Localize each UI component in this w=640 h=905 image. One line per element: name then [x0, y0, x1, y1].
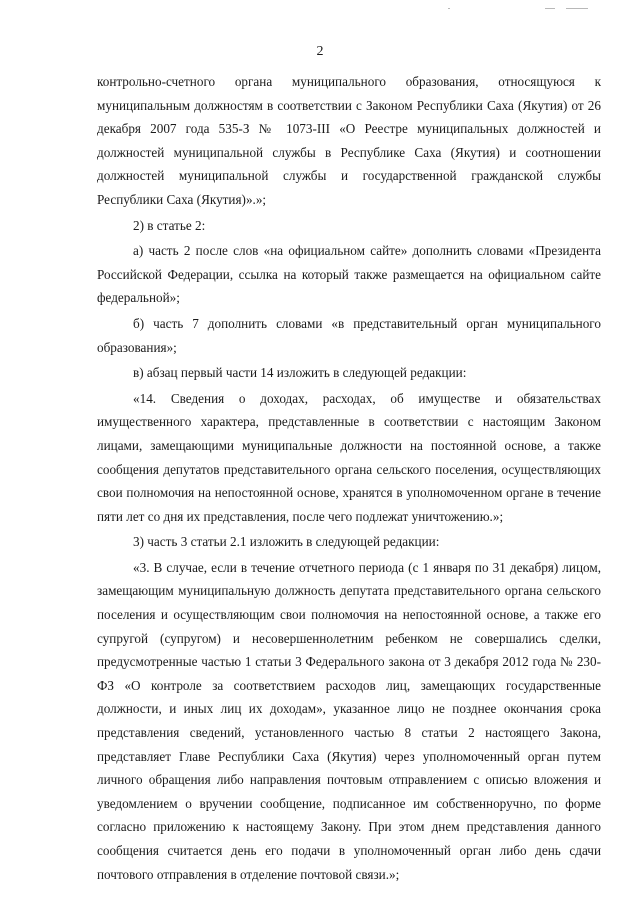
paragraph-5: в) абзац первый части 14 изложить в следующей редакции:	[133, 365, 467, 381]
scan-artifact	[448, 8, 450, 9]
scan-artifact	[545, 8, 555, 9]
paragraph-4: б) часть 7 дополнить словами «в представительный орган муниципального образования»;	[97, 315, 601, 355]
document-body	[97, 70, 601, 886]
page-number: 2	[316, 44, 324, 59]
paragraph-6: «14. Сведения о доходах, расходах, об имуществе и обязательствах имущественного характера, представленные в соответствии с настоящим Законом лицами, замещающими муниципальные должности на постоянной основе, а также сообщения депутатов представительного органа сельского поселения, осуществляющих свои полномочия на непостоянной основе, хранятся в уполномоченном органе в течение пяти лет со дня их представления, после чего подлежат уничтожению.»;	[97, 390, 601, 524]
paragraph-3: а) часть 2 после слов «на официальном сайте» дополнить словами «Президента Российской Федерации, ссылка на который также размещается на официальном сайте федеральной»;	[97, 243, 601, 306]
paragraph-8: «3. В случае, если в течение отчетного периода (с 1 января по 31 декабря) лицом, замещающим муниципальную должность депутата представительного органа сельского поселения и осуществляющим свои полномочия на непостоянной основе, а также его супругой (супругом) и несовершеннолетним ребенком не совершались сделки, предусмотренные частью 1 статьи 3 Федерального закона от 3 декабря 2012 года № 230-ФЗ «О контроле за соответствием расходов лиц, замещающих государственные должности, и иных лиц их доходам», указанное лицо не позднее окончания срока представления сведений, установленного частью 8 статьи 2 настоящего Закона, представляет Главе Республики Саха (Якутия) через уполномоченный орган путем личного обращения либо направления почтовым отправлением с описью вложения и уведомлением о вручении сообщение, подписанное им собственноручно, по форме согласно приложению к настоящему Закону. При этом днем представления данного сообщения считается день его подачи в уполномоченный орган либо день сдачи почтового отправления в отделение почтовой связи.»;	[97, 559, 601, 882]
paragraph-7: 3) часть 3 статьи 2.1 изложить в следующей редакции:	[133, 534, 440, 550]
paragraph-1: контрольно-счетного органа муниципального образования, относящуюся к муниципальным должностям в соответствии с Законом Республики Саха (Якутия) от 26 декабря 2007 года 535-З № 1073-III «О Реестре муниципальных должностей и должностей муниципальной службы в Республике Саха (Якутия) и соотношении должностей муниципальной службы и государственной гражданской службы Республики Саха (Якутия)».»;	[97, 74, 601, 207]
paragraph-2: 2) в статье 2:	[133, 217, 206, 233]
scan-artifact	[566, 8, 588, 9]
